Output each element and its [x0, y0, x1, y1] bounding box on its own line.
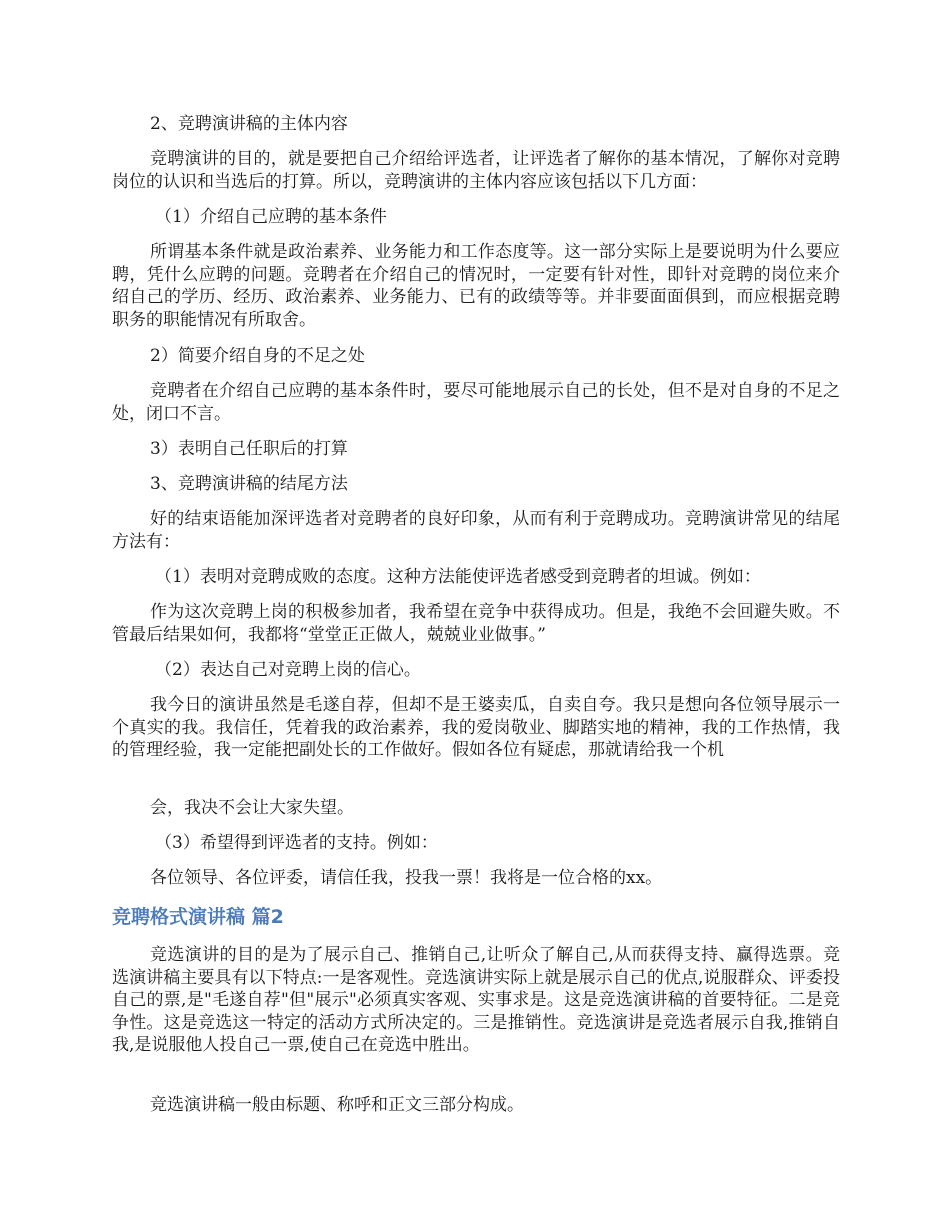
item-confidence: （2）表达自己对竞聘上岗的信心。: [155, 660, 421, 680]
section-heading: 竞聘格式演讲稿 篇2: [112, 906, 284, 928]
paragraph-shortcomings: 竞聘者在介绍自己应聘的基本条件时，要尽可能地展示自己的长处，但不是对自身的不足之处，闭口不言。: [112, 381, 840, 424]
item-shortcomings: 2）简要介绍自身的不足之处: [150, 346, 365, 366]
paragraph-campaign-speech: 竞选演讲的目的是为了展示自己、推销自己,让听众了解自己,从而获得支持、赢得选票。竞选演讲稿主要具有以下特点:一是客观性。竞选演讲实际上就是展示自己的优点,说服群众、评委投自己的票,是"毛遂自荐"但"展示"必须真实客观、实事求是。这是竞选演讲稿的首要特征。二是竞争性。这是竞选这一特定的活动方式所决定的。三是推销性。竞选演讲是竞选者展示自我,推销自我,是说服他人投自己一票,使自己在竞选中胜出。: [112, 945, 840, 1055]
paragraph-example-attitude: 作为这次竞聘上岗的积极参加者，我希望在竞争中获得成功。但是，我绝不会回避失败。不管最后结果如何，我都将“堂堂正正做人，兢兢业业做事。”: [112, 602, 840, 645]
item-basic-conditions: （1）介绍自己应聘的基本条件: [155, 207, 387, 227]
paragraph-example-support: 各位领导、各位评委，请信任我，投我一票！我将是一位合格的xx。: [150, 868, 663, 888]
paragraph-purpose: 竞聘演讲的目的，就是要把自己介绍给评选者，让评选者了解你的基本情况，了解你对竞聘岗位的认识和当选后的打算。所以，竞聘演讲的主体内容应该包括以下几方面：: [112, 149, 840, 192]
paragraph-example-confidence: 我今日的演讲虽然是毛遂自荐，但却不是王婆卖瓜，自卖自夸。我只是想向各位领导展示一个真实的我。我信任，凭着我的政治素养，我的爱岗敬业、脚踏实地的精神，我的工作热情，我的管理经验，我一定能把副处长的工作做好。假如各位有疑虑，那就请给我一个机: [112, 695, 840, 760]
paragraph-basic-conditions: 所谓基本条件就是政治素养、业务能力和工作态度等。这一部分实际上是要说明为什么要应聘，凭什么应聘的问题。竞聘者在介绍自己的情况时，一定要有针对性，即针对竞聘的岗位来介绍自己的学历、经历、政治素养、业务能力、已有的政绩等等。并非要面面俱到，而应根据竞聘职务的职能情况有所取舍。: [112, 242, 840, 330]
subheading-body-content: 2、竞聘演讲稿的主体内容: [150, 114, 348, 134]
paragraph-structure: 竞选演讲稿一般由标题、称呼和正文三部分构成。: [150, 1095, 524, 1115]
paragraph-continuation: 会，我决不会让大家失望。: [150, 798, 354, 818]
item-support: （3）希望得到评选者的支持。例如：: [155, 833, 438, 853]
subheading-ending-methods: 3、竞聘演讲稿的结尾方法: [150, 474, 348, 494]
item-attitude: （1）表明对竞聘成败的态度。这种方法能使评选者感受到竞聘者的坦诚。例如：: [155, 567, 761, 587]
item-plans: 3）表明自己任职后的打算: [150, 439, 348, 459]
paragraph-good-ending: 好的结束语能加深评选者对竞聘者的良好印象，从而有利于竞聘成功。竞聘演讲常见的结尾方法有：: [112, 509, 840, 552]
